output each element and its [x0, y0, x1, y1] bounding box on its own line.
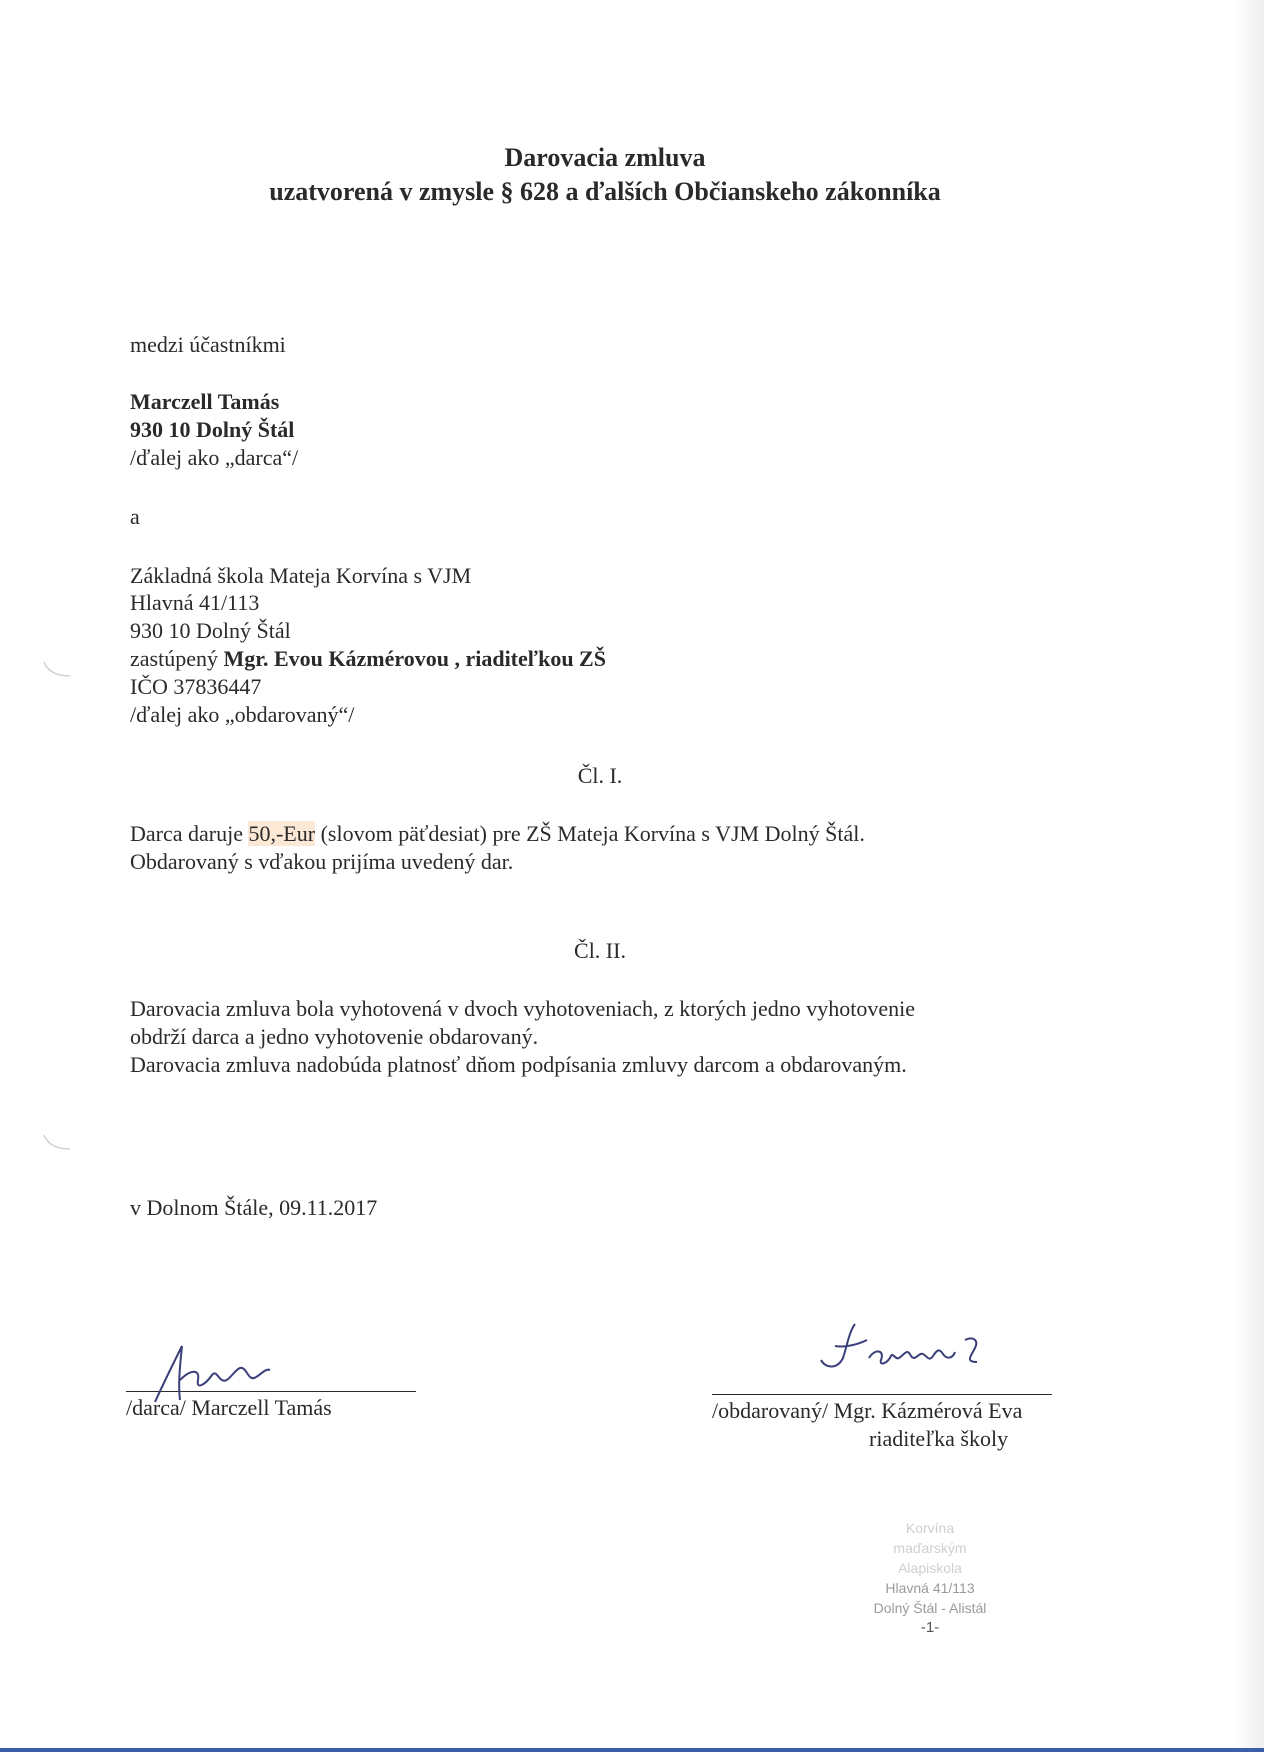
recipient-city: 930 10 Dolný Štál [130, 618, 291, 643]
scan-margin-mark [42, 1133, 72, 1153]
stamp-line5: Dolný Štál - Alistál [873, 1600, 987, 1616]
article1-line1-end: (slovom päťdesiat) pre ZŠ Mateja Korvína s VJM Dolný Štál. [315, 821, 865, 846]
article1-line1-start: Darca daruje [130, 821, 249, 846]
document-subtitle: uzatvorená v zmysle § 628 a ďalších Občianskeho zákonníka [269, 177, 941, 206]
intro-text: medzi účastníkmi [130, 332, 286, 357]
scan-edge-bottom [0, 1748, 1264, 1752]
article2-heading: Čl. II. [574, 938, 626, 963]
page-number: -1- [920, 1619, 940, 1636]
donor-signature-label: /darca/ Marczell Tamás [126, 1395, 332, 1420]
recipient-signature-line [712, 1394, 1052, 1395]
article1-heading: Čl. I. [577, 763, 623, 788]
stamp-line1: Korvína [905, 1520, 955, 1536]
stamp-line4: Hlavná 41/113 [885, 1580, 975, 1596]
recipient-alias: /ďalej ako „obdarovaný“/ [130, 702, 355, 727]
represented-prefix: zastúpený [130, 646, 224, 671]
article1-line1 [130, 820, 865, 848]
recipient-signature-label: /obdarovaný/ Mgr. Kázmérová Eva [712, 1398, 1023, 1423]
scan-edge [1234, 0, 1264, 1752]
school-stamp [780, 1518, 1080, 1638]
recipient-ico: IČO 37836447 [130, 674, 262, 699]
recipient-street: Hlavná 41/113 [130, 590, 260, 615]
article1-line2: Obdarovaný s vďakou prijíma uvedený dar. [130, 849, 514, 874]
donor-address: 930 10 Dolný Štál [130, 417, 295, 442]
article2-line3: Darovacia zmluva nadobúda platnosť dňom podpísania zmluvy darcom a obdarovaným. [130, 1052, 907, 1077]
place-date: v Dolnom Štále, 09.11.2017 [130, 1195, 378, 1220]
recipient-name: Základná škola Mateja Korvína s VJM [130, 563, 472, 588]
recipient-represented [130, 645, 606, 673]
recipient-role: riaditeľka školy [869, 1426, 1009, 1451]
article2-line1: Darovacia zmluva bola vyhotovená v dvoch vyhotoveniach, z ktorých jedno vyhotovenie [130, 996, 916, 1021]
conjunction-text: a [130, 504, 140, 529]
donor-alias: /ďalej ako „darca“/ [130, 445, 299, 470]
scan-margin-mark [42, 660, 72, 680]
donor-name: Marczell Tamás [130, 389, 280, 414]
stamp-line2: maďarským [893, 1540, 967, 1556]
document-title: Darovacia zmluva [504, 143, 706, 172]
donation-amount: 50,-Eur [248, 821, 316, 846]
stamp-line3: Alapiskola [898, 1560, 962, 1576]
recipient-signature [815, 1318, 1035, 1388]
represented-name: Mgr. Evou Kázmérovou , riaditeľkou ZŠ [223, 646, 606, 671]
article2-line2: obdrží darca a jedno vyhotovenie obdarovaný. [130, 1024, 539, 1049]
